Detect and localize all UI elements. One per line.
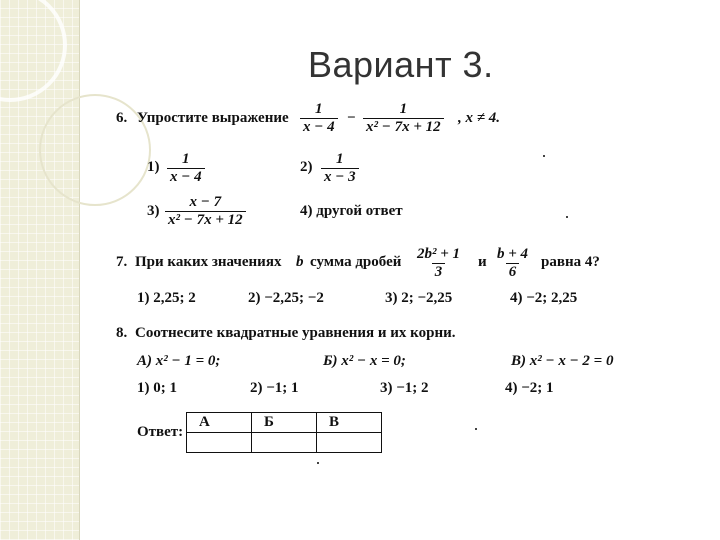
q8-root-3: 3) −1; 2 — [380, 380, 429, 396]
q7-option-3: 3) 2; −2,25 — [385, 290, 453, 306]
q7-end: равна 4? — [541, 254, 600, 270]
q7-number: 7. — [116, 254, 128, 270]
q8-equation-c: В) x² − x − 2 = 0 — [511, 353, 614, 369]
answer-cell-a[interactable] — [187, 433, 252, 453]
q7-prompt: При каких значениях — [135, 254, 282, 270]
q8-root-4: 4) −2; 1 — [505, 380, 554, 396]
slide-title: Вариант 3. — [308, 44, 494, 85]
answer-cell-v[interactable] — [317, 433, 382, 453]
q8-equation-b: Б) x² − x = 0; — [323, 353, 406, 369]
q7-mid-text: сумма дробей — [310, 254, 402, 270]
q6-opt1-numerator: 1 — [182, 151, 190, 167]
q6-option1-label: 1) — [147, 159, 160, 175]
q6-prompt: Упростите выражение — [137, 110, 289, 126]
q8-root-1: 1) 0; 1 — [137, 380, 177, 396]
q6-opt1-denominator: x − 4 — [167, 168, 205, 186]
answer-table-input-row — [187, 433, 382, 453]
q8-prompt: Соотнесите квадратные уравнения и их корни. — [135, 325, 456, 341]
q6-option2-label: 2) — [300, 159, 313, 175]
q6-option4: 4) другой ответ — [300, 203, 403, 219]
q7-fraction-2 — [494, 246, 531, 281]
q6-option3-label: 3) — [147, 203, 160, 219]
q6-opt3-denominator: x² − 7x + 12 — [165, 211, 246, 229]
q7-frac1-numerator: 2b² + 1 — [417, 246, 461, 262]
q8-root-2: 2) −1; 1 — [250, 380, 299, 396]
scan-speck — [543, 155, 545, 157]
q7-option-2: 2) −2,25; −2 — [248, 290, 324, 306]
scan-speck — [475, 428, 477, 430]
q8-equation-a: А) x² − 1 = 0; — [137, 353, 221, 369]
q7-option-1: 1) 2,25; 2 — [137, 290, 196, 306]
q6-fraction-1 — [300, 101, 338, 136]
q6-frac2-numerator: 1 — [399, 101, 408, 117]
q6-condition: , x ≠ 4. — [458, 110, 500, 126]
q6-frac1-denominator: x − 4 — [300, 118, 338, 136]
q6-frac2-denominator: x² − 7x + 12 — [363, 118, 444, 136]
q7-and: и — [478, 254, 487, 270]
q6-option1-fraction — [167, 151, 205, 186]
q6-opt3-numerator: x − 7 — [189, 194, 222, 210]
q6-opt2-numerator: 1 — [336, 151, 344, 167]
q7-frac2-numerator: b + 4 — [497, 246, 529, 262]
q6-fraction-2 — [363, 101, 444, 136]
q6-option3-fraction — [165, 194, 246, 229]
q7-frac1-denominator: 3 — [432, 263, 446, 281]
scan-speck — [317, 462, 319, 464]
q8-answer-label: Ответ: — [137, 424, 184, 440]
answer-table — [186, 412, 382, 453]
answer-header-a: А — [187, 413, 252, 433]
answer-header-v: В — [317, 413, 382, 433]
answer-table-header-row — [187, 413, 382, 433]
q6-opt2-denominator: x − 3 — [321, 168, 359, 186]
q8-number: 8. — [116, 325, 128, 341]
q6-frac1-numerator: 1 — [315, 101, 323, 117]
answer-header-b: Б — [252, 413, 317, 433]
scan-speck — [566, 216, 568, 218]
q7-option-4: 4) −2; 2,25 — [510, 290, 578, 306]
answer-cell-b[interactable] — [252, 433, 317, 453]
q6-number: 6. — [116, 110, 128, 126]
q7-frac2-denominator: 6 — [506, 263, 520, 281]
q7-fraction-1 — [414, 246, 463, 281]
q6-minus: − — [347, 110, 356, 126]
q6-option2-fraction — [321, 151, 359, 186]
q7-variable: b — [296, 254, 304, 270]
